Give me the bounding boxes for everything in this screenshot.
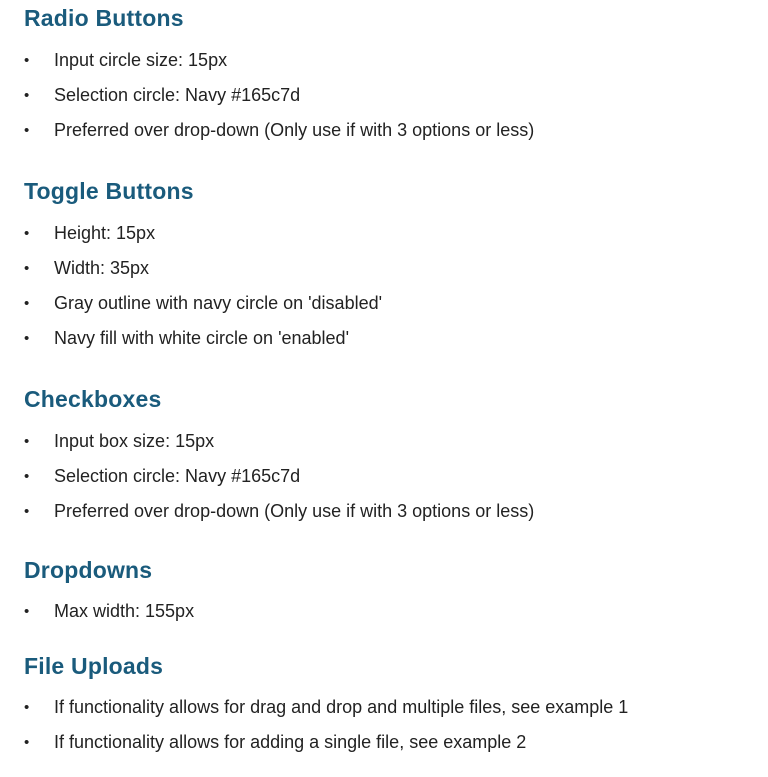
list-item (24, 594, 768, 629)
bullet-icon: • (24, 603, 30, 620)
list-item (24, 78, 768, 113)
section-heading: Checkboxes (24, 386, 162, 412)
bullet-list (24, 690, 768, 760)
list-item (24, 216, 768, 251)
section-heading: Dropdowns (24, 557, 153, 583)
section-dropdowns (24, 556, 768, 629)
section-file-uploads (24, 652, 768, 760)
list-item-text: Navy fill with white circle on 'enabled' (54, 328, 350, 348)
list-item-text: Selection circle: Navy #165c7d (54, 466, 301, 486)
list-item-text: If functionality allows for drag and drop and multiple files, see example 1 (54, 697, 629, 717)
list-item-text: Gray outline with navy circle on 'disabled' (54, 293, 383, 313)
list-item (24, 690, 768, 725)
bullet-icon: • (24, 330, 30, 347)
bullet-icon: • (24, 295, 30, 312)
bullet-icon: • (24, 433, 30, 450)
list-item-text: If functionality allows for adding a single file, see example 2 (54, 732, 527, 752)
list-item (24, 286, 768, 321)
list-item-text: Max width: 155px (54, 601, 195, 621)
list-item-text: Preferred over drop-down (Only use if with 3 options or less) (54, 120, 535, 140)
section-heading: Radio Buttons (24, 5, 184, 31)
list-item-text: Width: 35px (54, 258, 150, 278)
section-radio-buttons (24, 4, 768, 148)
bullet-list (24, 424, 768, 529)
list-item-text: Input circle size: 15px (54, 50, 228, 70)
list-item-text: Height: 15px (54, 223, 156, 243)
section-heading: File Uploads (24, 653, 164, 679)
bullet-list (24, 216, 768, 356)
bullet-icon: • (24, 260, 30, 277)
bullet-icon: • (24, 87, 30, 104)
list-item-text: Input box size: 15px (54, 431, 215, 451)
list-item-text: Preferred over drop-down (Only use if with 3 options or less) (54, 501, 535, 521)
bullet-icon: • (24, 122, 30, 139)
list-item (24, 424, 768, 459)
bullet-icon: • (24, 52, 30, 69)
section-checkboxes (24, 385, 768, 529)
list-item (24, 251, 768, 286)
bullet-icon: • (24, 225, 30, 242)
bullet-icon: • (24, 734, 30, 751)
bullet-list (24, 43, 768, 148)
list-item (24, 459, 768, 494)
bullet-icon: • (24, 699, 30, 716)
section-toggle-buttons (24, 177, 768, 356)
bullet-icon: • (24, 468, 30, 485)
bullet-icon: • (24, 503, 30, 520)
list-item (24, 494, 768, 529)
list-item (24, 113, 768, 148)
section-heading: Toggle Buttons (24, 178, 194, 204)
bullet-list (24, 594, 768, 629)
list-item-text: Selection circle: Navy #165c7d (54, 85, 301, 105)
list-item (24, 321, 768, 356)
list-item (24, 725, 768, 760)
list-item (24, 43, 768, 78)
